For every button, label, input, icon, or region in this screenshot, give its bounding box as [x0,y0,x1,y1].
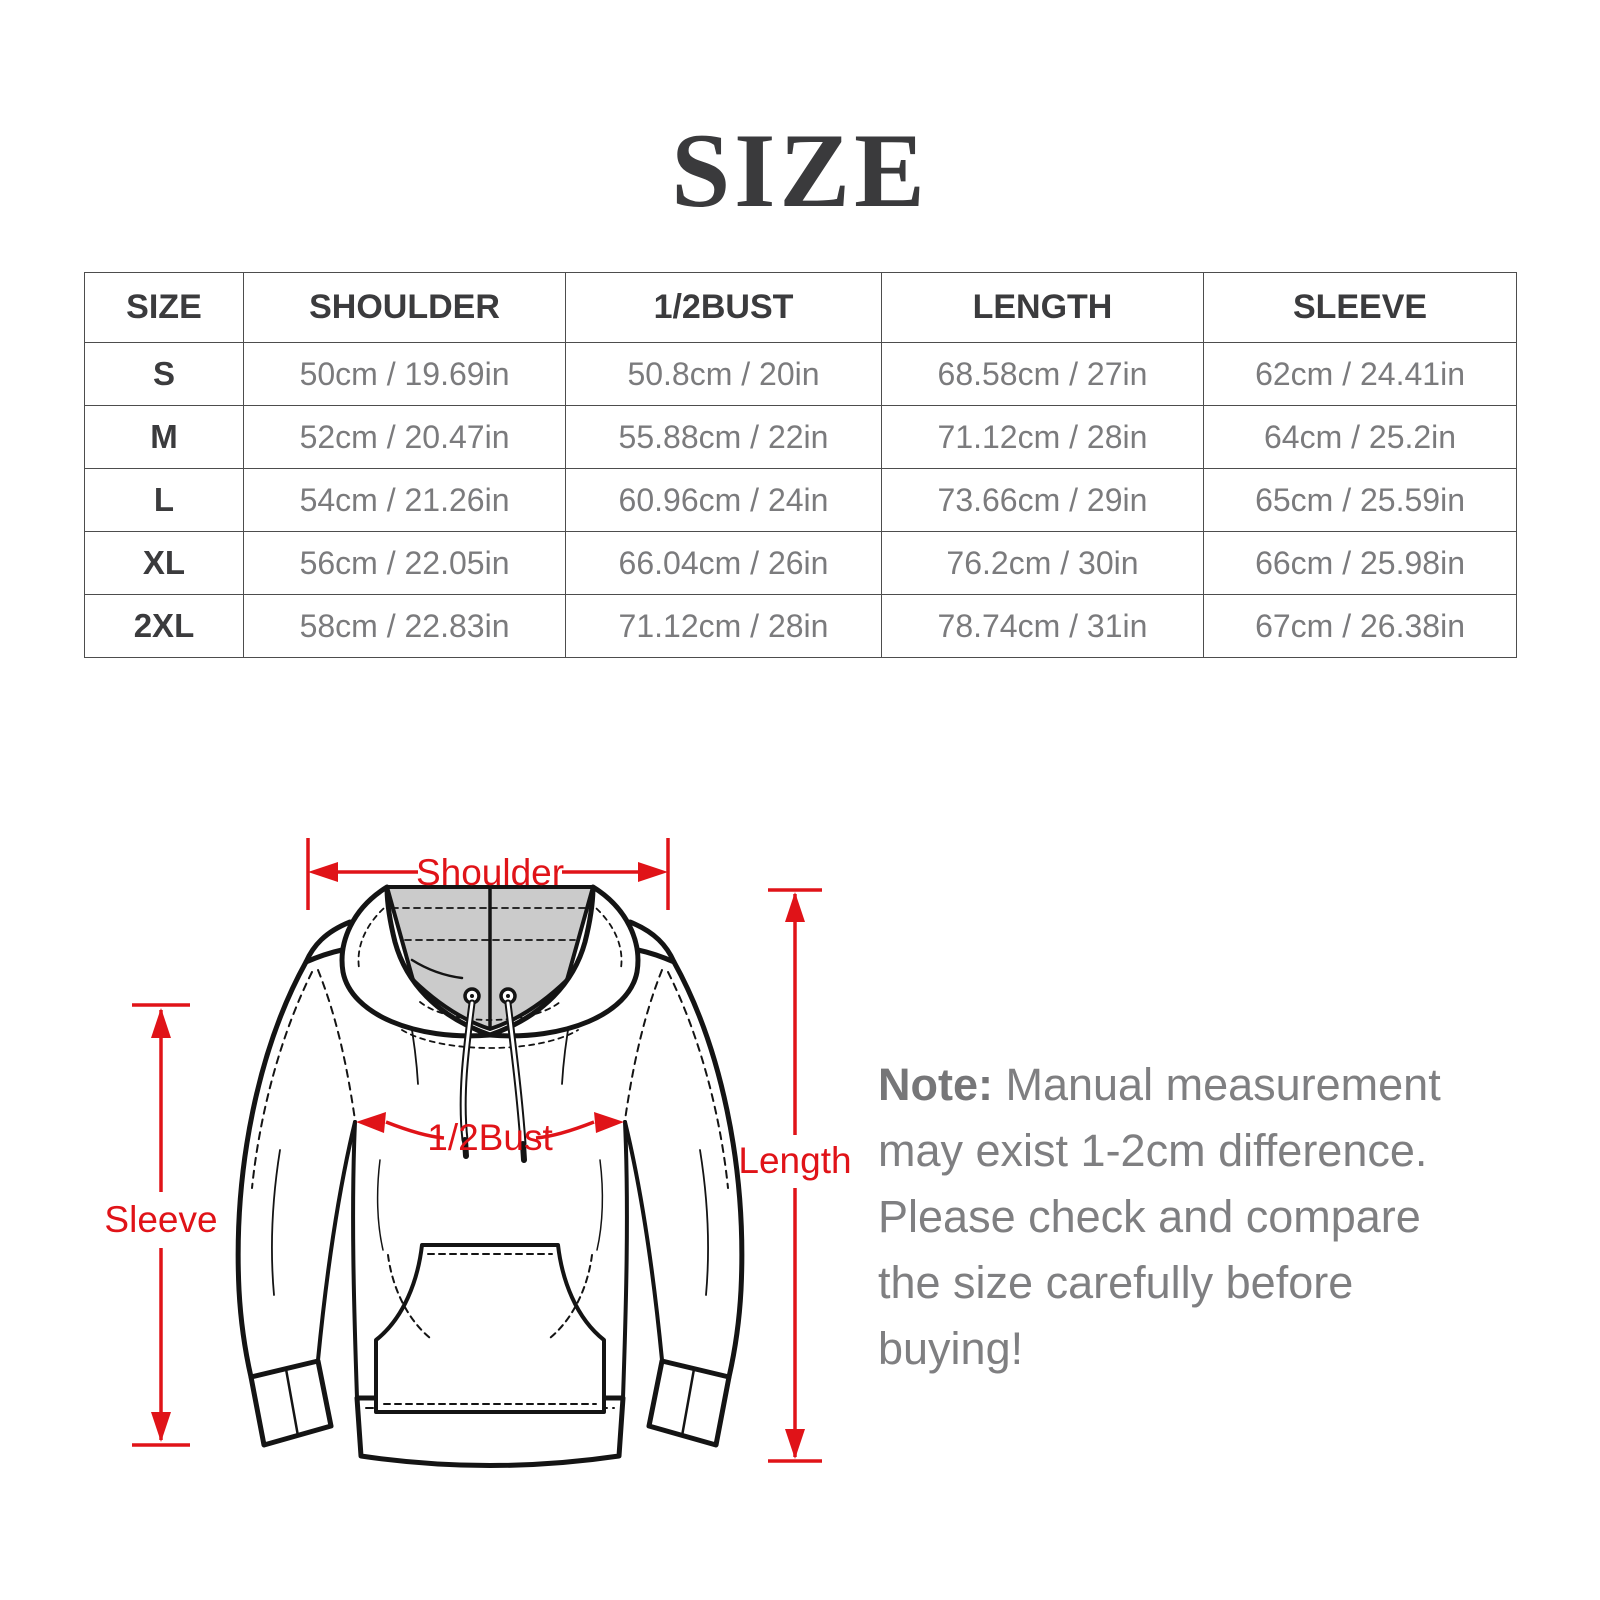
cell-length: 76.2cm / 30in [881,532,1203,595]
cell-sleeve: 65cm / 25.59in [1204,469,1517,532]
table-row [85,469,1517,532]
cell-size: S [85,343,244,406]
col-header-shoulder: SHOULDER [243,273,565,343]
size-table [84,272,1517,658]
table-row [85,595,1517,658]
note-text: Manual measurement may exist 1-2cm difference. Please check and compare the size carefully before buying! [878,1059,1441,1374]
cell-size: 2XL [85,595,244,658]
length-arrow-label: Length [738,1140,852,1181]
cell-size: L [85,469,244,532]
cell-shoulder: 54cm / 21.26in [243,469,565,532]
hoodie-measurement-diagram [100,820,852,1490]
cell-sleeve: 64cm / 25.2in [1204,406,1517,469]
cell-shoulder: 56cm / 22.05in [243,532,565,595]
measurement-note [878,1052,1478,1382]
length-arrow [738,890,851,1461]
cell-shoulder: 50cm / 19.69in [243,343,565,406]
cell-length: 78.74cm / 31in [881,595,1203,658]
col-header-length: LENGTH [881,273,1203,343]
cell-halfbust: 50.8cm / 20in [566,343,882,406]
col-header-size: SIZE [85,273,244,343]
table-row [85,532,1517,595]
page-title: SIZE [671,112,929,229]
cell-shoulder: 58cm / 22.83in [243,595,565,658]
half-bust-arrow [356,1112,624,1158]
table-row [85,406,1517,469]
cell-halfbust: 66.04cm / 26in [566,532,882,595]
cell-length: 68.58cm / 27in [881,343,1203,406]
cell-halfbust: 55.88cm / 22in [566,406,882,469]
cell-halfbust: 60.96cm / 24in [566,469,882,532]
half-bust-arrow-label: 1/2Bust [427,1117,553,1158]
note-label: Note: [878,1059,993,1110]
cell-sleeve: 67cm / 26.38in [1204,595,1517,658]
col-header-sleeve: SLEEVE [1204,273,1517,343]
cell-size: M [85,406,244,469]
cell-sleeve: 66cm / 25.98in [1204,532,1517,595]
table-header-row [85,273,1517,343]
shoulder-arrow-label: Shoulder [415,852,565,893]
cell-length: 73.66cm / 29in [881,469,1203,532]
cell-size: XL [85,532,244,595]
cell-halfbust: 71.12cm / 28in [566,595,882,658]
cell-shoulder: 52cm / 20.47in [243,406,565,469]
table-row [85,343,1517,406]
col-header-halfbust: 1/2BUST [566,273,882,343]
cell-length: 71.12cm / 28in [881,406,1203,469]
hoodie-drawing [238,887,742,1466]
cell-sleeve: 62cm / 24.41in [1204,343,1517,406]
sleeve-arrow-label: Sleeve [104,1199,218,1240]
sleeve-arrow [104,1005,217,1445]
